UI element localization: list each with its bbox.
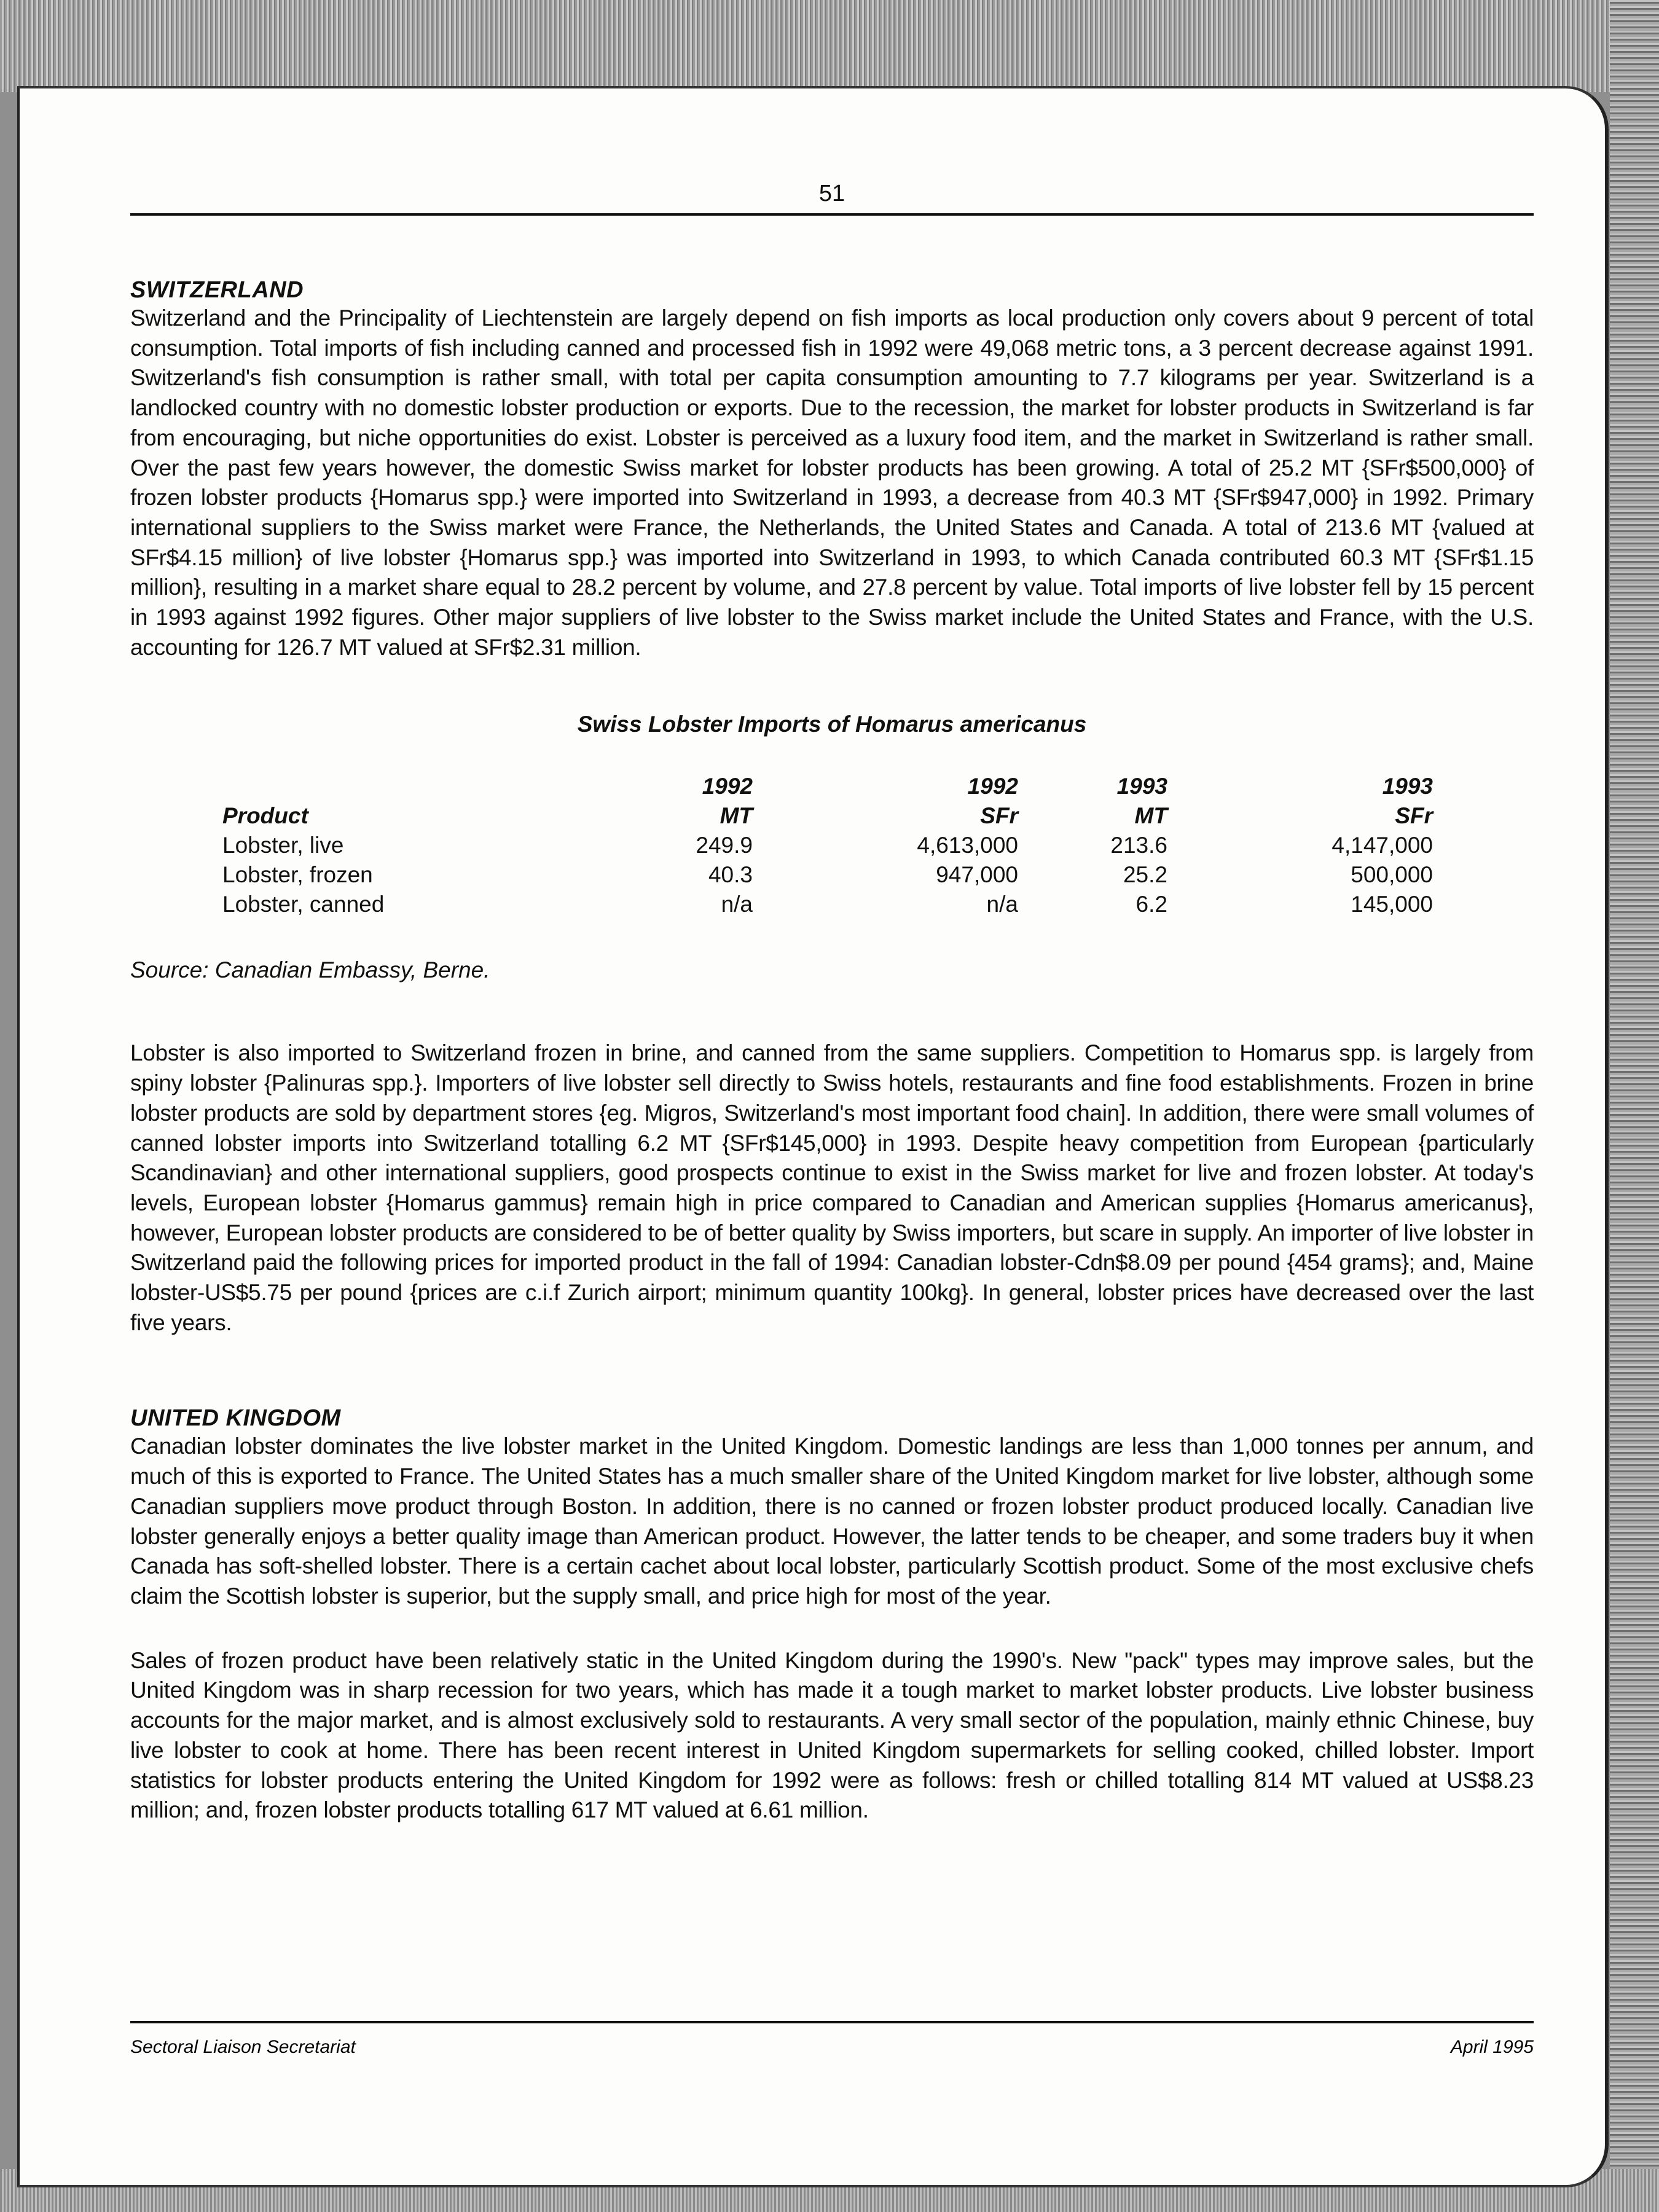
cell-product: Lobster, live [222,833,344,858]
uk-paragraph-1: Canadian lobster dominates the live lobster market in the United Kingdom. Domestic landings are less than 1,000 tonnes per annum, and much of this is exported to France. The United States has a much smaller share of the United Kingdom market for live lobster, although some Canadian suppliers move product through Boston. In addition, there is no canned or frozen lobster product produced locally. Canadian live lobster generally enjoys a better quality image than American product. However, the latter tends to be cheaper, and some traders buy it when Canada has soft-shelled lobster. There is a certain cachet about local lobster, particularly Scottish product. Some of the most exclusive chefs claim the Scottish lobster is superior, but the supply small, and price high for most of the year. [130,1433,1534,1609]
table-row [222,890,1433,919]
cell-product: Lobster, frozen [222,862,373,888]
switzerland-paragraph-2: Lobster is also imported to Switzerland frozen in brine, and canned from the same suppliers. Competition to Homarus spp. is largely from spiny lobster {Palinuras spp.}. Importers of live lobster sell directly to Swiss hotels, restaurants and fine food establishments. Frozen in brine lobster products are sold by department stores {eg. Migros, Switzerland's most important food chain]. In addition, there were small volumes of canned lobster imports into Switzerland totalling 6.2 MT {SFr$145,000} in 1993. Despite heavy competition from European {particularly Scandinavian} and other international suppliers, good prospects continue to exist in the Swiss market for live and frozen lobster. At today's levels, European lobster {Homarus gammus} remain high in price compared to Canadian and American supplies {Homarus americanus}, however, European lobster products are considered to be of better quality by Swiss importers, but scare in supply. An importer of live lobster in Switzerland paid the following prices for imported product in the fall of 1994: Canadian lobster-Cdn$8.09 per pound {454 grams}; and, Maine lobster-US$5.75 per pound {prices are c.i.f Zurich airport; minimum quantity 100kg}. In general, lobster prices have decreased over the last five years. [130,1040,1534,1335]
switzerland-paragraph: Switzerland and the Principality of Liechtenstein are largely depend on fish imports as local production only covers about 9 percent of total consumption. Total imports of fish including canned and processed fish in 1992 were 49,068 metric tons, a 3 percent decrease against 1991. Switzerland's fish consumption is rather small, with total per capita consumption amounting to 7.7 kilograms per year. Switzerland is a landlocked country with no domestic lobster production or exports. Due to the recession, the market for lobster products in Switzerland is far from encouraging, but niche opportunities do exist. Lobster is perceived as a luxury food item, and the market in Switzerland is rather small. Over the past few years however, the domestic Swiss market for lobster products has been growing. A total of 25.2 MT {SFr$500,000} of frozen lobster products {Homarus spp.} were imported into Switzerland in 1993, a decrease from 40.3 MT {SFr$947,000} in 1992. Primary international suppliers to the Swiss market were France, the Netherlands, the United States and Canada. A total of 213.6 MT {valued at SFr$4.15 million} of live lobster {Homarus spp.} was imported into Switzerland in 1993, to which Canada contributed 60.3 MT {SFr$1.15 million}, resulting in a market share equal to 28.2 percent by volume, and 27.8 percent by value. Total imports of live lobster fell by 15 percent in 1993 against 1992 figures. Other major suppliers of live lobster to the Swiss market include the United States and France, with the U.S. accounting for 126.7 MT valued at SFr$2.31 million. [130,305,1534,660]
cell-mt-1992: 40.3 [708,862,753,888]
table-header-units [222,801,1433,831]
page-number: 51 [130,181,1534,216]
footer-date: April 1995 [1450,2037,1534,2057]
header-unit: SFr [1395,803,1433,829]
section-title-switzerland: SWITZERLAND [130,277,304,303]
scan-noise-top [0,0,1659,92]
uk-paragraph-2: Sales of frozen product have been relatively static in the United Kingdom during the 1990's. New "pack" types may improve sales, but the United Kingdom was in sharp recession for two years, which has made it a tough market to market lobster products. Live lobster business accounts for the major market, and is almost exclusively sold to restaurants. A very small sector of the population, mainly ethnic Chinese, buy live lobster to cook at home. There has been recent interest in United Kingdom supermarkets for selling cooked, chilled lobster. Import statistics for lobster products entering the United Kingdom for 1992 were as follows: fresh or chilled totalling 814 MT valued at US$8.23 million; and, frozen lobster products totalling 617 MT valued at 6.61 million. [130,1647,1534,1823]
cell-sfr-1993: 4,147,000 [1332,833,1433,858]
scan-noise-right [1610,0,1659,2212]
header-unit: MT [720,803,753,829]
header-year: 1993 [1382,774,1433,799]
header-unit: SFr [980,803,1018,829]
cell-sfr-1992: 947,000 [936,862,1018,888]
section-title-united-kingdom: UNITED KINGDOM [130,1405,341,1432]
header-empty-cell [222,772,603,801]
cell-mt-1992: 249.9 [696,833,753,858]
cell-sfr-1992: n/a [986,892,1018,917]
header-year: 1992 [967,774,1018,799]
table-source: Source: Canadian Embassy, Berne. [130,957,490,983]
footer-organization: Sectoral Liaison Secretariat [130,2037,356,2057]
table-title: Swiss Lobster Imports of Homarus americanus [577,712,1087,737]
header-year: 1993 [1116,774,1167,799]
header-unit: MT [1134,803,1167,829]
cell-mt-1993: 25.2 [1123,862,1167,888]
header-product: Product [222,803,308,829]
document-page [17,86,1609,2187]
cell-sfr-1993: 500,000 [1351,862,1433,888]
cell-sfr-1992: 4,613,000 [917,833,1018,858]
lobster-imports-table [222,772,1433,919]
table-header-years [222,772,1433,801]
cell-mt-1993: 6.2 [1135,892,1167,917]
cell-mt-1993: 213.6 [1110,833,1167,858]
table-row [222,831,1433,860]
cell-mt-1992: n/a [721,892,753,917]
page-content [130,181,1534,1826]
page-footer [130,2021,1534,2058]
cell-sfr-1993: 145,000 [1351,892,1433,917]
header-year: 1992 [702,774,753,799]
cell-product: Lobster, canned [222,892,385,917]
table-row [222,860,1433,890]
